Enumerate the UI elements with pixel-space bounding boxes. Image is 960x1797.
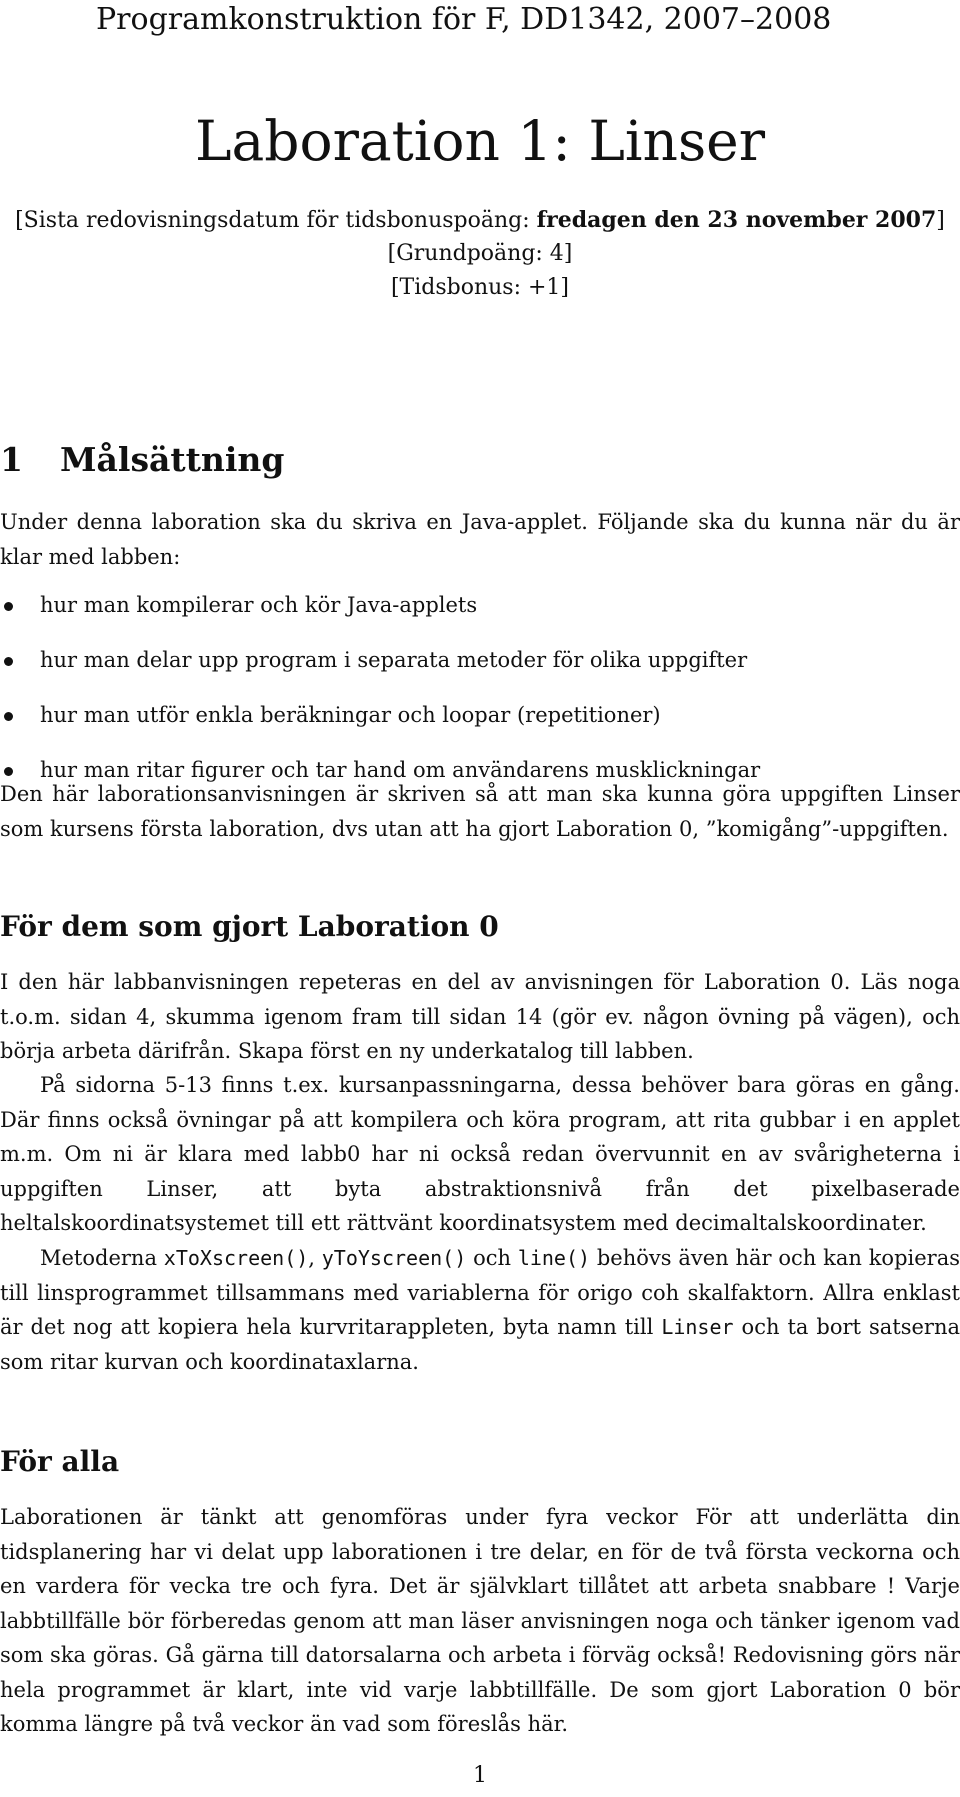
class-name-linser: Linser xyxy=(661,1315,734,1339)
bullet-text: hur man utför enkla beräkningar och loopar (repetitioner) xyxy=(40,703,661,727)
lab0-paragraph-2: På sidorna 5-13 finns t.ex. kursanpassningarna, dessa behöver bara göras en gång. Där finns också övningar på att kompilera och köra program, att rita gubbar i en applet m.m. Om ni är klara med labb0 har ni också redan övervunnit en av svårigheterna i uppgiften Linser, att byta abstraktionsnivå från det pixelbaserade heltalskoordinatsystemet till ett rättvänt koordinatsystem med decimaltalskoordinater. xyxy=(0,1073,960,1235)
section-1-intro: Under denna laboration ska du skriva en Java-applet. Följande ska du kunna när du är klar med labben: xyxy=(0,510,960,569)
section-1-outro: Den här laborationsanvisningen är skriven så att man ska kunna göra uppgiften Linser som kursens första laboration, dvs utan att ha gjort Laboration 0, ”komigång”-uppgiften. xyxy=(0,782,960,841)
document-title: Laboration 1: Linser xyxy=(194,109,766,173)
deadline-value: fredagen den 23 november 2007 xyxy=(536,207,937,233)
bullet-icon xyxy=(4,657,13,666)
all-heading: För alla xyxy=(0,1445,120,1478)
base-points: [Grundpoäng: 4] xyxy=(387,241,573,266)
goals-list xyxy=(0,588,960,808)
method-line: line() xyxy=(517,1246,591,1270)
time-bonus: [Tidsbonus: +1] xyxy=(390,275,570,300)
list-item xyxy=(0,698,960,753)
bullet-text: hur man kompilerar och kör Java-applets xyxy=(40,593,478,617)
method-ytoyscreen: yToYscreen() xyxy=(321,1246,467,1270)
all-paragraph: Laborationen är tänkt att genomföras under fyra veckor För att underlätta din tidsplanering har vi delat upp laborationen i tre delar, en för de två första veckorna och en vardera för vecka tre och fyra. Det är självklart tillåtet att arbeta snabbare ! Varje labbtillfälle bör förberedas genom att man läser anvisningen noga och tänker igenom vad som ska göras. Gå gärna till datorsalarna och arbeta i förväg också! Redovisning görs när hela programmet är klart, inte vid varje labbtillfälle. De som gjort Laboration 0 bör komma längre på två veckor än vad som föreslås här. xyxy=(0,1505,960,1736)
text-run: och ta bort satserna som ritar kurvan och koordinataxlarna. xyxy=(0,1315,960,1374)
bullet-text: hur man ritar figurer och tar hand om användarens musklickningar xyxy=(40,758,761,782)
list-item xyxy=(0,643,960,698)
bullet-icon xyxy=(4,767,13,776)
deadline-prefix: [Sista redovisningsdatum för tidsbonuspoäng: xyxy=(15,208,537,233)
lab0-paragraph-1: I den här labbanvisningen repeteras en del av anvisningen för Laboration 0. Läs noga t.o.m. sidan 4, skumma igenom fram till sidan 14 (gör ev. någon övning på vägen), och börja arbeta därifrån. Skapa först en ny underkatalog till labben. xyxy=(0,970,960,1063)
section-1-title: Målsättning xyxy=(60,440,285,479)
method-xtoxscreen: xToXscreen() xyxy=(163,1246,309,1270)
bullet-icon xyxy=(4,602,13,611)
deadline-suffix: ] xyxy=(936,208,945,233)
text-run: Metoderna xyxy=(40,1246,164,1270)
text-run: behövs även här och kan kopieras till linsprogrammet tillsammans med variablerna för origo coh skalfaktorn. Allra enklast är det nog att kopiera hela kurvritarappleten, byta namn till xyxy=(0,1246,960,1339)
lab0-heading: För dem som gjort Laboration 0 xyxy=(0,910,499,943)
bullet-icon xyxy=(4,712,13,721)
page-number: 1 xyxy=(473,1763,487,1788)
list-item xyxy=(0,588,960,643)
lab0-paragraph-3 xyxy=(0,1241,960,1379)
course-header: Programkonstruktion för F, DD1342, 2007–2008 xyxy=(96,2,832,37)
section-1-number: 1 xyxy=(0,440,23,479)
section-1-heading xyxy=(0,440,285,480)
deadline-line xyxy=(0,206,960,235)
bullet-text: hur man delar upp program i separata metoder för olika uppgifter xyxy=(40,648,748,672)
text-run: och xyxy=(466,1246,518,1270)
text-run: , xyxy=(308,1246,322,1270)
